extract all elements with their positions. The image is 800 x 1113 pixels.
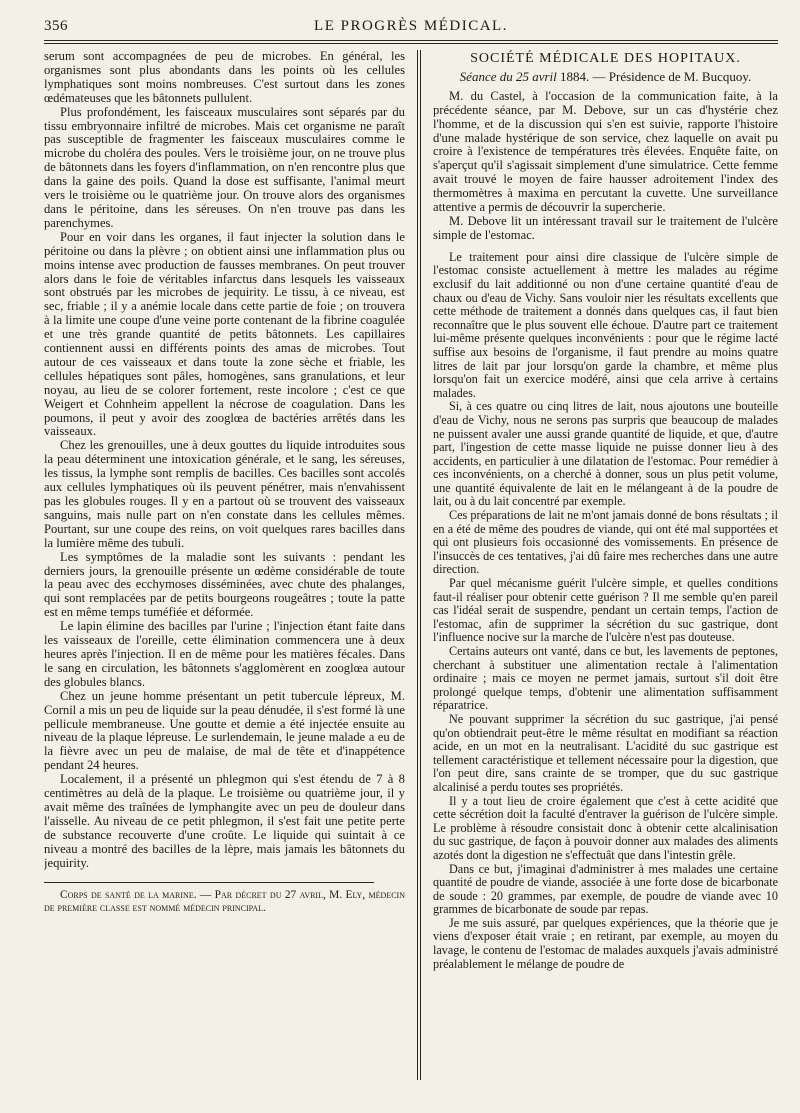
left-column — [44, 50, 417, 1090]
right-column — [421, 50, 778, 1090]
left-paragraph: Chez les grenouilles, une à deux gouttes du liquide introduites sous la peau déterminent une intoxication générale, et le sang, les séreuses, les tissus, la lymphe sont remplis de bacilles. Ces bacilles sont accolés aux cellules lymphatiques où ils peuvent pénétrer, mais n'envahissent pas les globules rouges. Il y en a partout où se trouvent des vaisseaux sanguins, mais nulle part on n'en constate dans les cellules mêmes. Pourtant, sur une coupe des reins, on voit quelques rares bacilles dans la lumière même des tubuli. — [44, 438, 405, 550]
left-paragraph: Pour en voir dans les organes, il faut injecter la solution dans le péritoine ou dans la plèvre ; on obtient ainsi une inflammation plus ou moins intense avec production de fausses membranes. On peut trouver alors dans le foie de véritables infarctus dans lesquels les vaisseaux sont obstrués par les microbes de jequirity. Le tissu, à ce niveau, est sec, friable ; il y a anémie locale dans cette partie de foie ; on trouvera à la limite une coupe d'une veine porte contenant de la fibrine coagulée et une très grande quantité de petits bâtonnets. Les capillaires contiennent aussi en différents points des amas de microbes. Tout autour de ces vaisseaux et dans toute la zone sèche et friable, les cellules hépatiques sont pâles, homogènes, sans granulations, et leur noyau, au lieu de se colorer fortement, reste incolore ; c'est ce que Weigert et Cohnheim appellent la nécrose de coagulation. Dans les poumons, il peut y avoir des zooglœa de bactéries arrêtés dans les vaisseaux. — [44, 229, 405, 439]
session-date: Séance du 25 avril — [459, 68, 557, 84]
left-paragraph: Chez un jeune homme présentant un petit tubercule lépreux, M. Cornil a mis un peu de liquide sur la peau dénudée, il s'est formé là une pellicule membraneuse. Une goutte et demie a été injectée ensuite au niveau de la plaque lépreuse. Le surlendemain, le jeune malade a eu de la fièvre avec un peu de malaise, de mal de tête et d'inappétence pendant 24 heures. — [44, 688, 405, 773]
right-paragraph: M. Debove lit un intéressant travail sur le traitement de l'ulcère simple de l'estomac. — [432, 213, 778, 242]
journal-title: LE PROGRÈS MÉDICAL. — [314, 18, 508, 34]
left-paragraph: Les symptômes de la maladie sont les suivants : pendant les derniers jours, la grenouille présente un œdème considérable de toute la peau avec des ecchymoses disséminées, avec chute des phalanges, qui sont remplacées par de petits bourgeons rougeâtres ; toute la patte est en même temps tuméfiée et déformée. — [44, 549, 405, 620]
session-line — [433, 70, 778, 84]
left-paragraph: serum sont accompagnées de peu de microbes. En général, les organismes sont plus abondants dans les points où les cellules lymphatiques sont moins nombreuses. C'est surtout dans les zones œdémateuses que les bâtonnets pullulent. — [44, 50, 405, 105]
section-title: SOCIÉTÉ MÉDICALE DES HOPITAUX. — [470, 51, 741, 66]
report-paragraph: Certains auteurs ont vanté, dans ce but, les lavements de peptones, cherchant à substituer une alimentation rectale à l'alimentation ordinaire ; mais ce moyen ne permet jamais, surtout s'il doit être prolongé quelque temps, d'obtenir une alimentation suffisamment réparatrice. — [432, 644, 778, 713]
report-paragraph: Dans ce but, j'imaginai d'administrer à mes malades une certaine quantité de poudre de viande, associée à une forte dose de bicarbonate de soude : 20 grammes, par exemple, de poudre de viande avec 10 grammes de bicarbonate de soude par repas. — [432, 861, 778, 917]
debove-report — [433, 251, 778, 971]
report-paragraph: Ces préparations de lait ne m'ont jamais donné de bons résultats ; il en a été de même des poudres de viande, qui ont été mal supportées et qui ont plusieurs fois occasionné des vomissements. En présence de l'insuccès de ces tentatives, j'ai dû faire mes recherches dans une autre direction. — [432, 508, 778, 577]
report-paragraph: Par quel mécanisme guérit l'ulcère simple, et quelles conditions faut-il réaliser pour obtenir cette guérison ? Il me semble qu'en pareil cas l'idéal serait de suspendre, pendant un certain temps, l'action de l'estomac, afin de supprimer la sécrétion du suc gastrique, dont l'influence nocive sur la marche de l'ulcère n'est pas douteuse. — [432, 576, 778, 645]
report-paragraph: Il y a tout lieu de croire également que c'est à cette acidité que cette sécrétion doit la faculté d'entraver la guérison de l'ulcère simple. Le problème à résoudre consistait donc à obtenir cette alcalinisation du suc gastrique, de façon à pouvoir donner aux malades des aliments azotés dont la digestion ne s'effectuât que dans l'intestin grêle. — [432, 793, 778, 862]
report-paragraph: Ne pouvant supprimer la sécrétion du suc gastrique, j'ai pensé qu'on obtiendrait peut-être le même résultat en modifiant sa réaction acide, en un mot en la neutralisant. L'acidité du suc gastrique est tellement caractéristique et tellement nécessaire pour la digestion, que l'on peut dire, sans crainte de se tromper, que du suc gastrique alcalinisé a perdu toutes ses propriétés. — [432, 711, 778, 794]
left-paragraph: Le lapin élimine des bacilles par l'urine ; l'injection étant faite dans les vaisseaux de l'oreille, cette élimination commencera une à deux heures après l'injection. Il en de même pour les matières fécales. Dans le sang en circulation, les bâtonnets s'agglomèrent en zooglœa autour des globules blancs. — [44, 619, 405, 689]
session-presidency: 1884. — Présidence de M. Bucquoy. — [556, 68, 752, 84]
left-paragraph: Localement, il a présenté un phlegmon qui s'est étendu de 7 à 8 centimètres au delà de la plaque. Le troisième ou quatrième jour, il y avait même des traînées de lymphangite avec un peu de douleur dans l'aisselle. Au niveau de ce petit phlegmon, il s'est fait une petite perte de substance recouverte d'une croûte. Le liquide qui suintait à ce niveau a montré des bacilles de la lèpre, mais jamais les bâtonnets du jequirity. — [44, 772, 405, 870]
footnote-navy-decree: Corps de santé de la marine. — Par décret du 27 avril, M. Ely, médecin de première classe est nommé médecin principal. — [44, 889, 405, 915]
report-paragraph: Le traitement pour ainsi dire classique de l'ulcère simple de l'estomac consiste actuellement à mettre les malades au régime exclusif du lait additionné ou non d'une certaine quantité d'eau de chaux ou d'eau de Vichy. Sans vouloir nier les résultats excellents que cette méthode de traitement a donnés dans quelques cas, il faut bien reconnaître que le plus souvent elle échoue. D'autre part ce traitement lui-même présente quelques inconvénients : pour que le régime lacté suffise aux besoins de l'organisme, il faut prendre au moins quatre litres de lait par jour lorsqu'on garde la chambre, et même plus lorsqu'on fait un exercice modéré, ainsi que cela arrive à certains malades. — [432, 249, 778, 400]
footnote-rule — [44, 882, 374, 883]
report-paragraph: Si, à ces quatre ou cinq litres de lait, nous ajoutons une bouteille d'eau de Vichy, nous ne serons pas surpris que beaucoup de malades ne puissent avaler une aussi grande quantité de liquide, et que, d'autre part, l'ingestion de cette masse liquide ne puisse donner lieu à des accidents, en particulier à une dilatation de l'estomac. Pour remédier à ces inconvénients, on a cherché à donner, sous un plus petit volume, une quantité équivalente de lait en le mélangeant à de la poudre de lait, ou à du lait concentré par exemple. — [432, 399, 778, 509]
report-paragraph: Je me suis assuré, par quelques expériences, que la théorie que je viens d'exposer était vraie ; en retirant, par exemple, au moyen du lavage, le contenu de l'estomac de malades auxquels j'avais administré préalablement le mélange de poudre de — [432, 915, 778, 971]
left-paragraph: Plus profondément, les faisceaux musculaires sont séparés par du tissu embryonnaire infiltré de microbes. Mais cet organisme ne paraît pas susceptible de fragmenter les faisceaux musculaires comme le microbe du choléra des poules. Vers le troisième jour, on ne trouve plus de bâtonnets dans les foyers d'inflammation, on n'en rencontre plus que dans la gaine des poils. Quand la dose est suffisante, l'animal meurt vers le troisième ou le quatrième jour. On trouve alors des organismes dans le péritoine, dans les séreuses. On n'en trouve pas dans les parenchymes. — [44, 104, 405, 230]
page-number: 356 — [44, 18, 68, 34]
two-column-body — [44, 50, 778, 1090]
running-head — [44, 16, 778, 38]
header-rule — [44, 40, 778, 44]
right-paragraph: M. du Castel, à l'occasion de la communication faite, à la précédente séance, par M. Debove, sur un cas d'hystérie chez l'homme, et de la discussion qui s'en est suivie, rapporte l'histoire d'une malade hystérique de son service, chez laquelle on avait pu croire à l'existence de températures très élevées. Enquête faite, on s'aperçut qu'il s'agissait simplement d'une simulatrice. Cette femme avait trouvé le moyen de faire hausser adroitement l'index des thermomètres à maxima en percutant la cuvette. Une surveillance attentive a permis de découvrir la supercherie. — [432, 88, 778, 215]
